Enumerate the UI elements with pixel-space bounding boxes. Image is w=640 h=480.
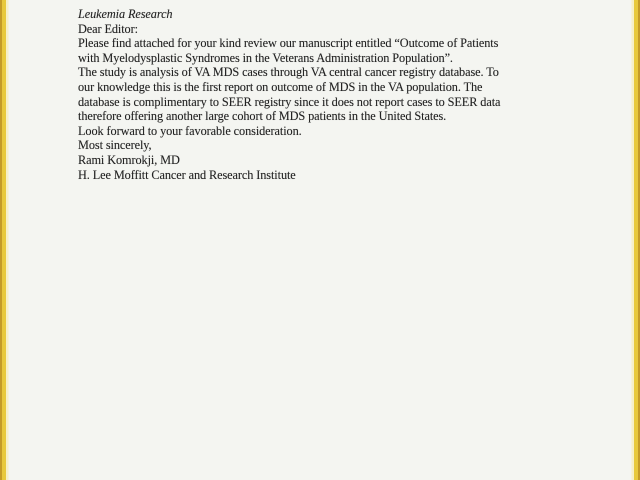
journal-name: Leukemia Research	[78, 7, 173, 21]
paragraph-study-description: The study is analysis of VA MDS cases through VA central cancer registry database. To our knowledge this is the first report on outcome of MDS in the VA population. The database is complimentary to SEER registry since it does not report cases to SEER data therefore offering another large cohort of MDS patients in the United States.	[78, 65, 501, 124]
right-border-stripe	[631, 0, 640, 480]
paragraph-manuscript: Please find attached for your kind review our manuscript entitled “Outcome of Patients with Myelodysplastic Syndromes in the Veterans Administration Population”.	[78, 36, 499, 65]
signoff: Most sincerely,	[78, 138, 152, 153]
letter-body	[78, 7, 588, 182]
signature-block: Rami Komrokji, MD H. Lee Moffitt Cancer and Research Institute	[78, 152, 296, 182]
paragraph-closing: Look forward to your favorable consideration.	[78, 123, 302, 138]
salutation: Dear Editor:	[78, 21, 138, 36]
left-border-stripe	[0, 0, 9, 480]
